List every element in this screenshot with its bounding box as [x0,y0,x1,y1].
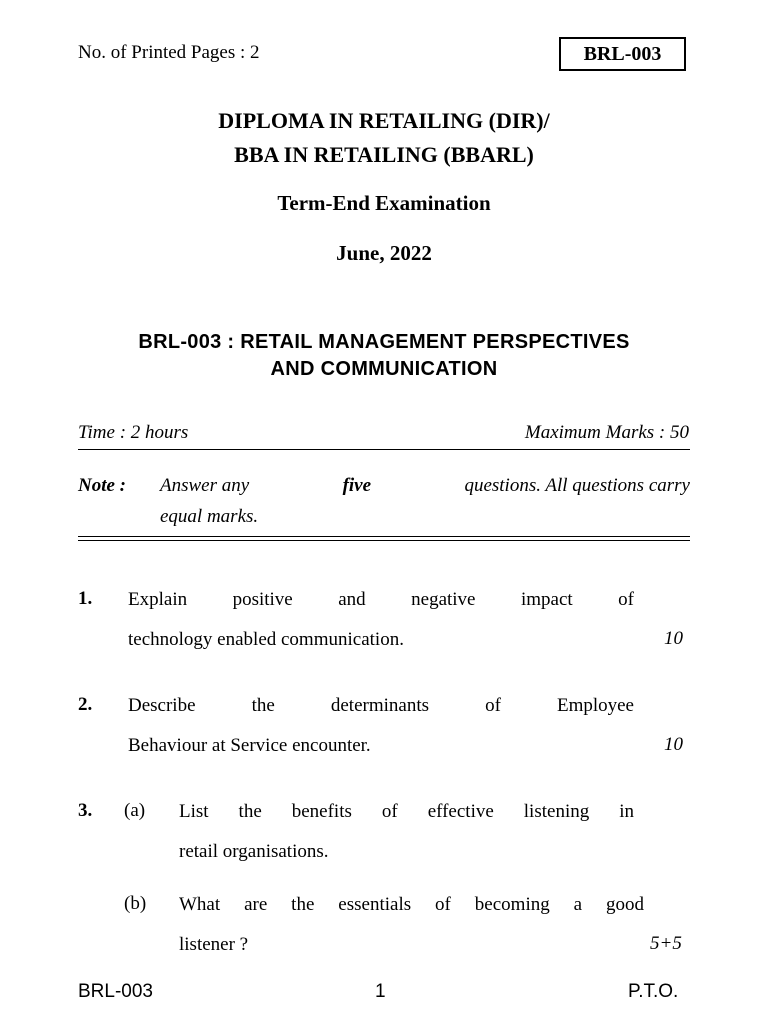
note-text-line2: equal marks. [160,506,259,527]
question-marks: 5+5 [650,933,682,954]
time-allowed: Time : 2 hours [78,422,189,443]
exam-meta [78,422,689,444]
programme-title-line2: BBA IN RETAILING (BBARL) [234,142,534,167]
question-number: 3. [78,800,93,821]
note-text [160,470,690,532]
subpart-text [179,885,644,925]
double-divider-bottom [78,540,690,541]
exam-title: Term-End Examination [277,191,491,215]
subpart-text-line2: retail organisations. [179,841,329,862]
maximum-marks: Maximum Marks : 50 [524,422,689,443]
question-number: 2. [78,694,93,715]
question-line1: Describe the determinants of Employee [128,695,634,716]
question-text-line2: Behaviour at Service encounter. [128,735,371,756]
question-text [128,580,634,620]
instructions-note [78,470,690,532]
divider [78,449,690,450]
double-divider-top [78,536,690,537]
paper-code-box [559,37,686,71]
subpart-label: (a) [124,800,146,821]
subpart-line1: What are the essentials of becoming a good [179,894,644,915]
question-text-line2: technology enabled communication. [128,629,404,650]
exam-date: June, 2022 [336,241,432,265]
question-text [128,686,634,726]
subject-title-line1: BRL-003 : RETAIL MANAGEMENT PERSPECTIVES [138,331,630,353]
subpart-text-line2: listener ? [179,934,249,955]
question-marks: 10 [664,734,683,755]
footer-page-number: 1 [375,981,386,1002]
note-text-bold: five [342,475,372,496]
printed-pages-count: No. of Printed Pages : 2 [78,42,260,63]
subpart-label: (b) [124,893,147,914]
note-text-after: questions. All questions carry [464,475,690,496]
question-marks: 10 [664,628,683,649]
question-line1: Explain positive and negative impact of [128,589,634,610]
note-text-before: Answer any [160,475,250,496]
subpart-line1: List the benefits of effective listening in [179,801,634,822]
footer-paper-code: BRL-003 [78,981,153,1002]
question-number: 1. [78,588,93,609]
programme-title-line1: DIPLOMA IN RETAILING (DIR)/ [218,108,550,133]
subject-title-line2: AND COMMUNICATION [270,358,498,380]
subject-title [0,329,768,383]
subpart-text [179,792,634,832]
footer-pto: P.T.O. [628,981,679,1002]
paper-code: BRL-003 [583,42,662,65]
note-label: Note : [78,475,127,496]
